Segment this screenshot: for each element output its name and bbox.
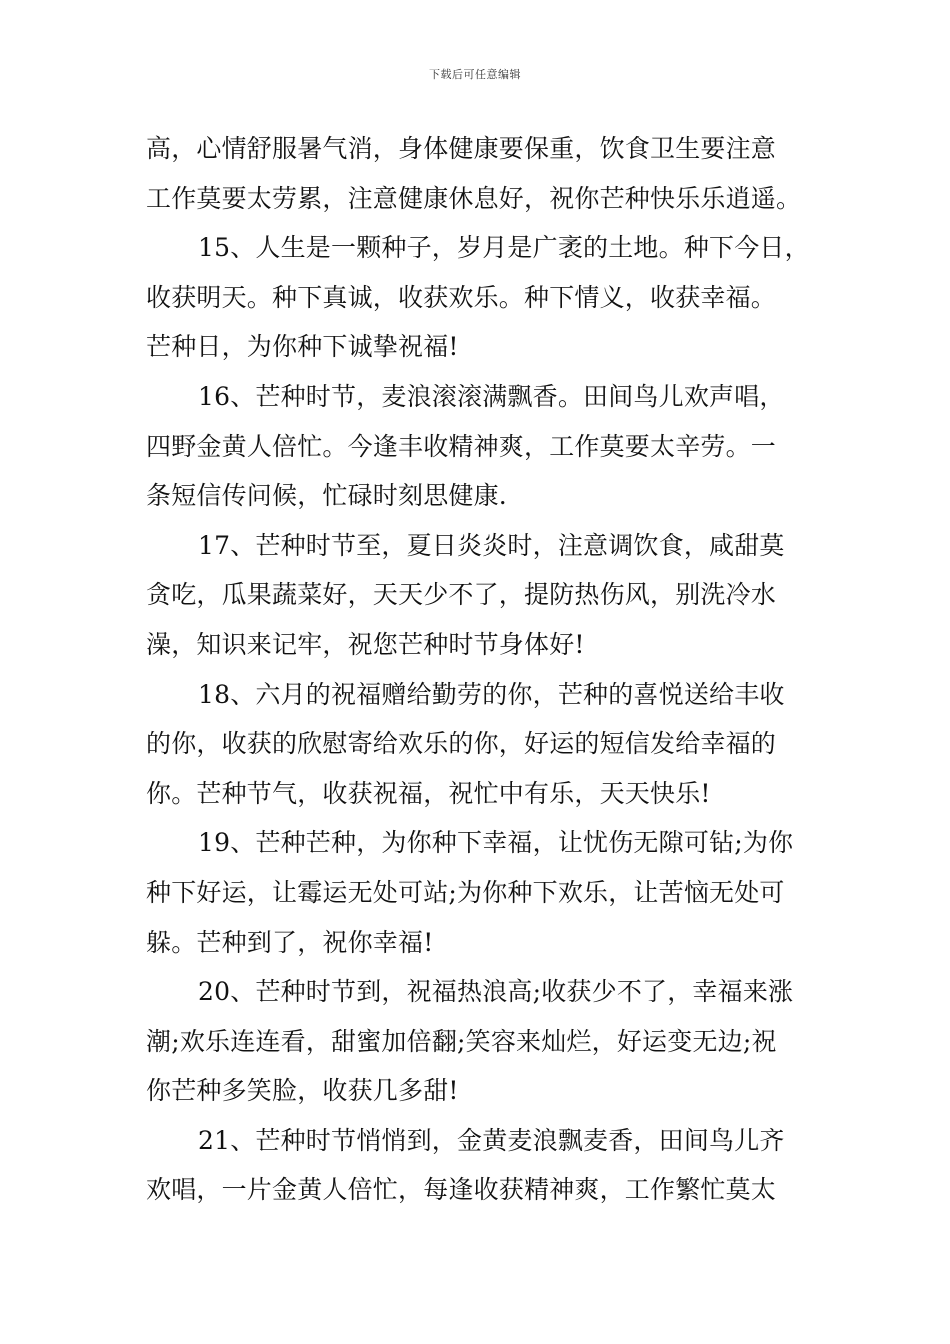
text-line: 澡，知识来记牢，祝您芒种时节身体好! — [146, 629, 585, 659]
paragraph-start-16: 16、芒种时节，麦浪滚滚满飘香。田间鸟儿欢声唱， — [198, 381, 785, 411]
document-body — [146, 124, 826, 1215]
text-line: 高，心情舒服暑气消，身体健康要保重，饮食卫生要注意 — [146, 134, 777, 163]
text-line: 种下好运，让霉运无处可站;为你种下欢乐，让苦恼无处可 — [146, 877, 785, 907]
text-line: 潮;欢乐连连看，甜蜜加倍翻;笑容来灿烂，好运变无边;祝 — [146, 1026, 777, 1056]
text-line: 四野金黄人倍忙。今逢丰收精神爽，工作莫要太辛劳。一 — [146, 431, 777, 461]
text-line: 工作莫要太劳累，注意健康休息好，祝你芒种快乐乐逍遥。 — [146, 183, 802, 213]
page-header-note: 下载后可任意编辑 — [429, 68, 521, 81]
text-line: 欢唱，一片金黄人倍忙，每逢收获精神爽，工作繁忙莫太 — [146, 1175, 777, 1205]
text-line: 你芒种多笑脸，收获几多甜! — [146, 1076, 459, 1106]
paragraph-start-17: 17、芒种时节至，夏日炎炎时，注意调饮食，咸甜莫 — [198, 530, 785, 560]
text-line: 收获明天。种下真诚，收获欢乐。种下情义，收获幸福。 — [146, 282, 777, 312]
paragraph-start-20: 20、芒种时节到，祝福热浪高;收获少不了，幸福来涨 — [198, 977, 794, 1007]
paragraph-start-15: 15、人生是一颗种子，岁月是广袤的土地。种下今日， — [198, 233, 810, 263]
text-line: 条短信传问候，忙碌时刻思健康. — [146, 481, 507, 511]
paragraph-start-18: 18、六月的祝福赠给勤劳的你，芒种的喜悦送给丰收 — [198, 679, 785, 709]
text-line: 你。芒种节气，收获祝福，祝忙中有乐，天天快乐! — [146, 778, 711, 808]
text-line: 的你，收获的欣慰寄给欢乐的你，好运的短信发给幸福的 — [146, 729, 777, 759]
paragraph-start-19: 19、芒种芒种，为你种下幸福，让忧伤无隙可钻;为你 — [198, 828, 794, 858]
text-line: 芒种日，为你种下诚挚祝福! — [146, 332, 459, 362]
text-line: 躲。芒种到了，祝你幸福! — [146, 927, 434, 957]
paragraph-start-21: 21、芒种时节悄悄到，金黄麦浪飘麦香，田间鸟儿齐 — [198, 1125, 785, 1155]
text-line: 贪吃，瓜果蔬菜好，天天少不了，提防热伤风，别洗冷水 — [146, 580, 777, 610]
